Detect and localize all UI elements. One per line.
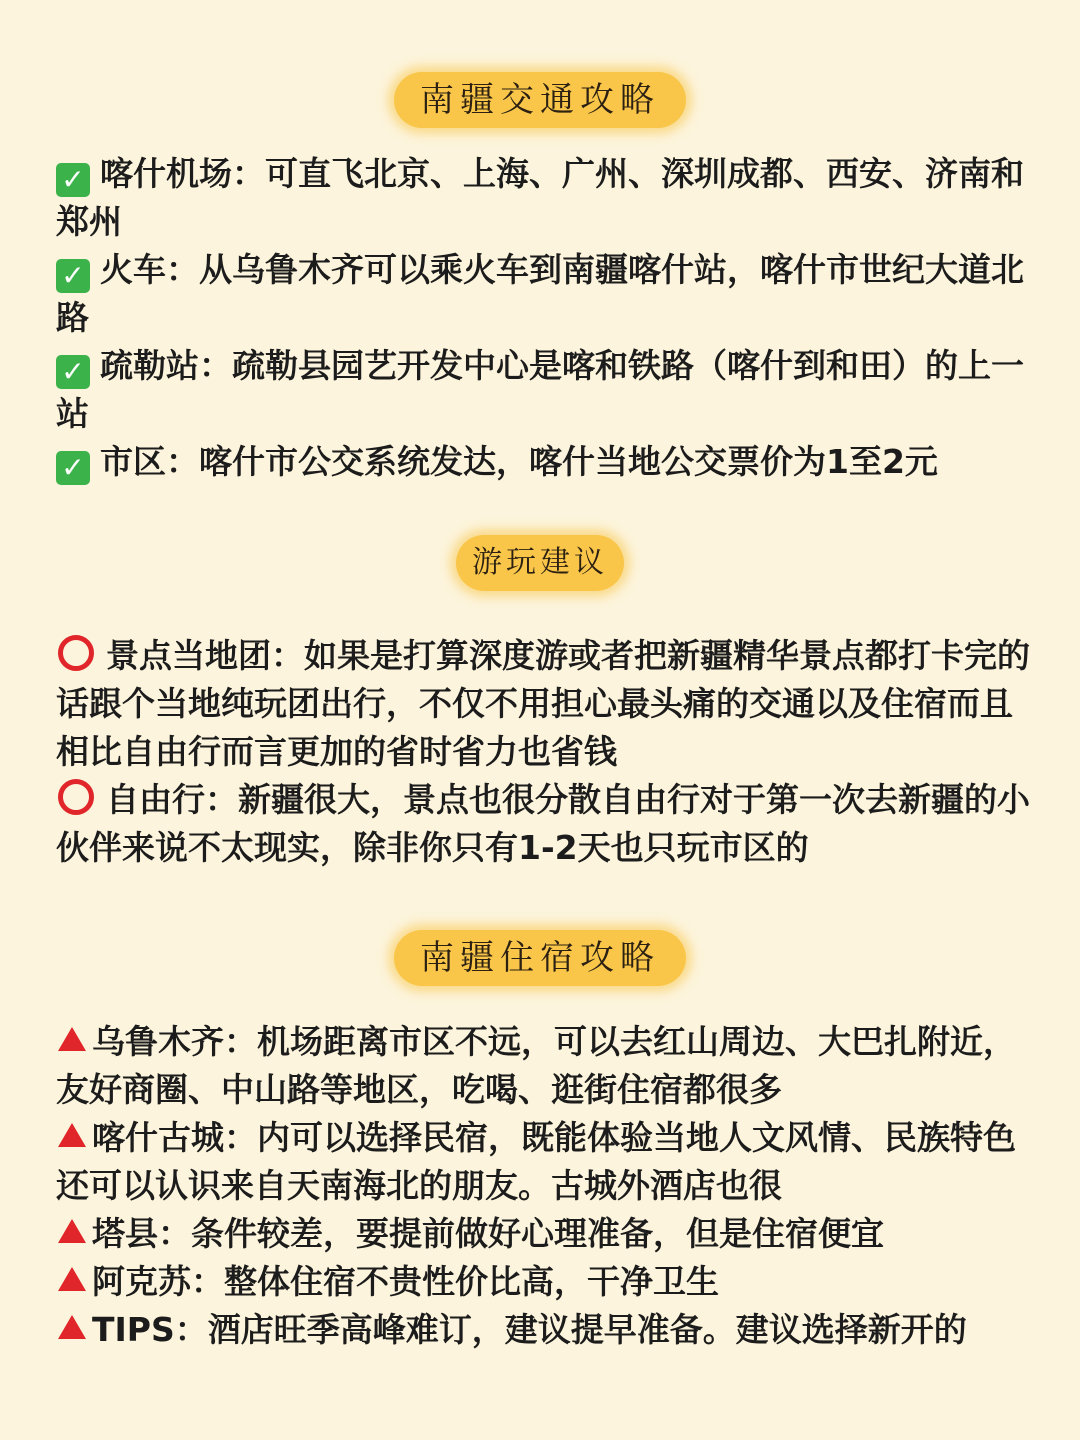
item-head: 喀什古城：: [92, 1118, 257, 1157]
item-head: 自由行：: [106, 780, 238, 819]
red-triangle-icon: [58, 1267, 86, 1291]
transport-list: [56, 150, 1041, 486]
list-item: [56, 776, 1041, 872]
list-item: [56, 438, 1041, 486]
section-title-lodging-label: 南疆住宿攻略: [394, 930, 686, 986]
red-triangle-icon: [58, 1027, 86, 1051]
section-title-transport: [0, 72, 1080, 132]
item-text: 条件较差，要提前做好心理准备，但是住宿便宜: [191, 1214, 884, 1253]
item-head: 喀什机场：: [100, 154, 265, 193]
list-item: [56, 150, 1041, 246]
item-text: 内可以选择民宿，既能体验当地人文风情、民族特色还可以认识来自天南海北的朋友。古城外酒店也很: [56, 1118, 1016, 1205]
check-emoji-icon: ✓: [56, 451, 90, 485]
item-head: 疏勒站：: [100, 346, 232, 385]
item-text: 从乌鲁木齐可以乘火车到南疆喀什站，喀什市世纪大道北路: [56, 250, 1024, 337]
section-title-tips: [0, 535, 1080, 595]
item-text: 如果是打算深度游或者把新疆精华景点都打卡完的话跟个当地纯玩团出行，不仅不用担心最头痛的交通以及住宿而且相比自由行而言更加的省时省力也省钱: [56, 636, 1030, 771]
list-item: [56, 1258, 1041, 1306]
lodging-list: [56, 1018, 1041, 1354]
section-title-lodging: [0, 930, 1080, 990]
tips-list: [56, 632, 1041, 872]
check-emoji-icon: ✓: [56, 355, 90, 389]
item-text: 疏勒县园艺开发中心是喀和铁路（喀什到和田）的上一站: [56, 346, 1024, 433]
item-text: 整体住宿不贵性价比高，干净卫生: [224, 1262, 719, 1301]
red-triangle-icon: [58, 1123, 86, 1147]
list-item: [56, 1018, 1041, 1114]
item-head: 景点当地团：: [106, 636, 304, 675]
list-item: [56, 1306, 1041, 1354]
item-text: 机场距离市区不远，可以去红山周边、大巴扎附近，友好商圈、中山路等地区，吃喝、逛街住宿都很多: [56, 1022, 1016, 1109]
list-item: [56, 246, 1041, 342]
check-emoji-icon: ✓: [56, 163, 90, 197]
list-item: [56, 1210, 1041, 1258]
item-text: 喀什市公交系统发达，喀什当地公交票价为1至2元: [199, 442, 938, 481]
item-head: 市区：: [100, 442, 199, 481]
section-title-tips-label: 游玩建议: [456, 535, 624, 591]
item-head: 塔县：: [92, 1214, 191, 1253]
item-head: 火车：: [100, 250, 199, 289]
section-title-transport-label: 南疆交通攻略: [394, 72, 686, 128]
item-head: 乌鲁木齐：: [92, 1022, 257, 1061]
list-item: [56, 342, 1041, 438]
red-circle-icon: [58, 635, 94, 671]
list-item: [56, 632, 1041, 776]
item-head: TIPS：: [92, 1310, 208, 1349]
check-emoji-icon: ✓: [56, 259, 90, 293]
item-text: 可直飞北京、上海、广州、深圳成都、西安、济南和郑州: [56, 154, 1024, 241]
item-text: 新疆很大，景点也很分散自由行对于第一次去新疆的小伙伴来说不太现实，除非你只有1-2天也只玩市区的: [56, 780, 1030, 867]
list-item: [56, 1114, 1041, 1210]
item-text: 酒店旺季高峰难订，建议提早准备。建议选择新开的: [207, 1310, 967, 1349]
red-triangle-icon: [58, 1219, 86, 1243]
item-head: 阿克苏：: [92, 1262, 224, 1301]
red-circle-icon: [58, 779, 94, 815]
red-triangle-icon: [58, 1315, 86, 1339]
